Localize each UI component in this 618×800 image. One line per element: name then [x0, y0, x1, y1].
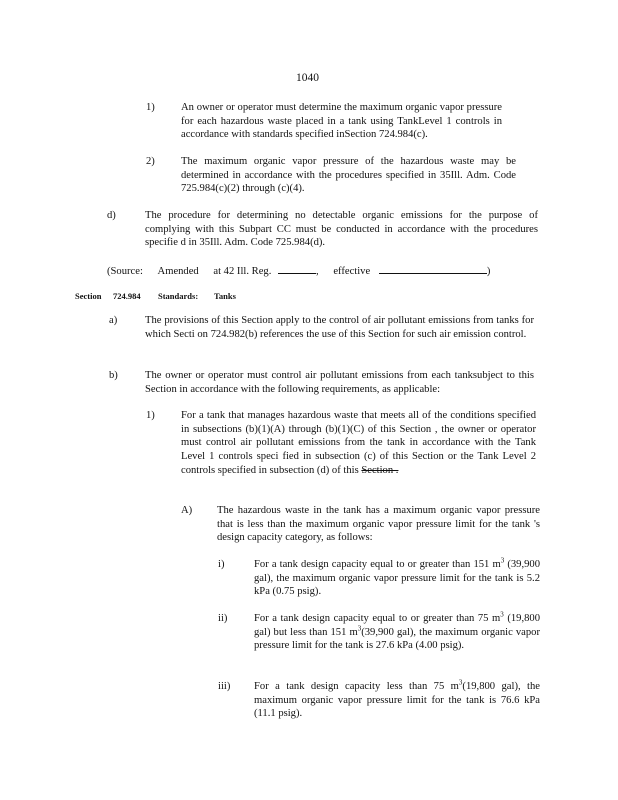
- source-prefix: (Source:: [107, 266, 143, 277]
- section-title: Standards:: [158, 291, 199, 301]
- para-ii-sup-2: 3: [357, 624, 362, 633]
- item-c1-text: An owner or operator must determine the maximum organic vapor pressure for each hazardous waste placed in a tank using TankLevel 1 controls in accordance with standards specified inSection 724.984(c).: [181, 102, 502, 141]
- para-ii-sup-1: 3: [500, 610, 504, 619]
- para-b1: [181, 409, 536, 478]
- item-d-label: d): [107, 210, 116, 221]
- item-c1-label: 1): [146, 102, 155, 113]
- para-iii-text-1: For a tank design capacity less than 75 m: [254, 681, 459, 692]
- item-d-text: The procedure for determining no detectable organic emissions for the purpose of complying with this Subpart CC must be conducted in accordance with the procedures specifie d in 35Ill. Adm. Code 725.984(d).: [145, 210, 538, 249]
- section-subject: Tanks: [214, 291, 236, 301]
- para-iii-text-2: (19,800 gal), the maximum organic vapor pressure limit for the tank is 76.6 kPa (11.1 psig).: [254, 681, 540, 720]
- source-amended: Amended: [157, 266, 199, 277]
- para-ii-text-1: For a tank design capacity equal to or greater than 75 m: [254, 613, 501, 624]
- source-reg: at 42 Ill. Reg.: [213, 266, 272, 277]
- source-close: ): [486, 266, 491, 277]
- para-ii-text-3: (39,900 gal), the maximum organic vapor pressure limit for the tank is 27.6 kPa (4.00 psig).: [254, 626, 541, 652]
- para-b-text: The owner or operator must control air pollutant emissions from each tanksubject to this Section in accordance with the following requirements, as applicable:: [145, 370, 534, 395]
- para-iii-sup: 3: [458, 678, 463, 687]
- para-b-label: b): [109, 370, 118, 381]
- para-i-sup: 3: [500, 556, 505, 565]
- para-i-text-1: For a tank design capacity equal to or greater than 151 m: [254, 559, 501, 570]
- reg-blank: [278, 263, 316, 274]
- para-b1-struck-text: Section .: [361, 464, 399, 476]
- para-a-label: a): [109, 315, 118, 326]
- para-A-label: A): [181, 505, 193, 516]
- para-A-text: The hazardous waste in the tank has a maximum organic vapor pressure that is less than the maximum organic vapor pressure limit for the tank 's design capacity category, as follows:: [217, 505, 540, 544]
- item-c2-label: 2): [146, 156, 155, 167]
- para-i: [254, 558, 540, 599]
- effective-blank: [379, 263, 487, 274]
- source-comma: ,: [316, 266, 319, 277]
- para-b1-text: For a tank that manages hazardous waste that meets all of the conditions specified in subsections (b)(1)(A) through (b)(1)(C) of this Section , the owner or operator must control air pollutant emissions from the tank in accordance with the Tank Level 1 controls speci fied in subsection (c) of this Section or the Tank Level 2 controls specified in subsection (d) of this: [181, 410, 536, 476]
- source-note: [107, 263, 490, 277]
- para-iii: [254, 680, 540, 721]
- source-effective: effective: [333, 266, 371, 277]
- section-word: Section: [75, 291, 102, 301]
- page-number: 1040: [296, 72, 319, 84]
- para-b1-label: 1): [146, 410, 155, 421]
- para-i-text-2: (39,900 gal), the maximum organic vapor pressure limit for the tank is 5.2 kPa (0.75 psig).: [254, 559, 541, 598]
- para-a-text: The provisions of this Section apply to the control of air pollutant emissions from tanks for which Secti on 724.982(b) references the use of this Section for such air emission control.: [145, 315, 534, 340]
- item-c2-text: The maximum organic vapor pressure of the hazardous waste may be determined in accordance with the procedures specified in 35Ill. Adm. Code 725.984(c)(2) through (c)(4).: [181, 156, 516, 195]
- section-number: 724.984: [113, 291, 141, 301]
- para-ii-label: ii): [218, 613, 228, 624]
- para-ii-text-2: (19,800 gal) but less than 151 m: [254, 613, 541, 638]
- para-ii: [254, 612, 540, 653]
- para-i-label: i): [218, 559, 225, 570]
- para-iii-label: iii): [218, 681, 231, 692]
